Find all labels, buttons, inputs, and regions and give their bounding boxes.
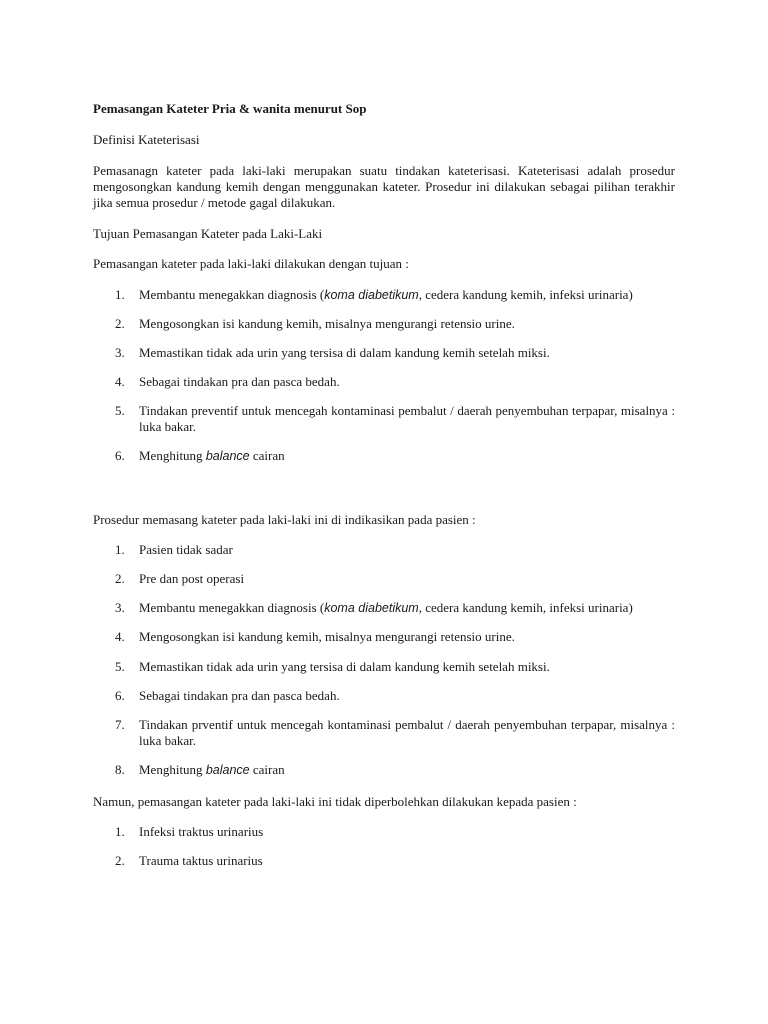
list-number: 2. bbox=[115, 316, 125, 331]
tujuan-intro: Pemasangan kateter pada laki-laki dilakukan dengan tujuan : bbox=[93, 256, 409, 271]
list-number: 7. bbox=[115, 717, 125, 732]
list-number: 2. bbox=[115, 571, 125, 586]
list-text: Pasien tidak sadar bbox=[139, 542, 233, 557]
list-text: Menghitung balance cairan bbox=[139, 448, 285, 463]
list-number: 6. bbox=[115, 448, 125, 463]
list-text: Mengosongkan isi kandung kemih, misalnya mengurangi retensio urine. bbox=[139, 629, 515, 644]
list-text: Sebagai tindakan pra dan pasca bedah. bbox=[139, 374, 340, 389]
list-number: 5. bbox=[115, 403, 125, 418]
kontra-intro: Namun, pemasangan kateter pada laki-laki ini tidak diperbolehkan dilakukan kepada pasien : bbox=[93, 794, 577, 809]
document-title: Pemasangan Kateter Pria & wanita menurut Sop bbox=[93, 101, 367, 116]
list-number: 1. bbox=[115, 542, 125, 557]
list-number: 4. bbox=[115, 374, 125, 389]
list-text: Mengosongkan isi kandung kemih, misalnya mengurangi retensio urine. bbox=[139, 316, 515, 331]
italic-term: koma diabetikum bbox=[324, 601, 419, 615]
list-number: 1. bbox=[115, 824, 125, 839]
list-number: 6. bbox=[115, 688, 125, 703]
list-number: 1. bbox=[115, 287, 125, 302]
italic-term: koma diabetikum bbox=[324, 288, 419, 302]
indikasi-intro: Prosedur memasang kateter pada laki-laki ini di indikasikan pada pasien : bbox=[93, 512, 476, 527]
list-text: Membantu menegakkan diagnosis (koma diabetikum, cedera kandung kemih, infeksi urinaria) bbox=[139, 600, 633, 615]
list-text: Tindakan preventif untuk mencegah kontaminasi pembalut / daerah penyembuhan terpapar, misalnya : luka bakar. bbox=[139, 403, 675, 434]
list-text: Menghitung balance cairan bbox=[139, 762, 285, 777]
list-text: Tindakan prventif untuk mencegah kontaminasi pembalut / daerah penyembuhan terpapar, misalnya : luka bakar. bbox=[139, 717, 675, 748]
list-number: 4. bbox=[115, 629, 125, 644]
italic-term: balance bbox=[205, 763, 250, 777]
list-text: Membantu menegakkan diagnosis (koma diabetikum, cedera kandung kemih, infeksi urinaria) bbox=[139, 287, 633, 302]
list-text: Sebagai tindakan pra dan pasca bedah. bbox=[139, 688, 340, 703]
italic-term: balance bbox=[205, 449, 250, 463]
list-text: Pre dan post operasi bbox=[139, 571, 245, 586]
list-number: 2. bbox=[115, 853, 125, 868]
list-number: 8. bbox=[115, 762, 125, 777]
list-text: Trauma taktus urinarius bbox=[139, 853, 263, 868]
list-text: Infeksi traktus urinarius bbox=[139, 824, 264, 839]
list-number: 5. bbox=[115, 659, 125, 674]
definisi-paragraph: Pemasanagn kateter pada laki-laki merupakan suatu tindakan kateterisasi. Kateterisasi adalah prosedur mengosongkan kandung kemih dengan menggunakan kateter. Prosedur ini dilakukan sebagai pilihan terakhir jika semua prosedur / metode gagal dilakukan. bbox=[93, 163, 675, 210]
definisi-heading: Definisi Kateterisasi bbox=[93, 132, 200, 147]
list-text: Memastikan tidak ada urin yang tersisa di dalam kandung kemih setelah miksi. bbox=[139, 659, 550, 674]
tujuan-heading: Tujuan Pemasangan Kateter pada Laki-Laki bbox=[93, 226, 323, 241]
list-number: 3. bbox=[115, 345, 125, 360]
list-number: 3. bbox=[115, 600, 125, 615]
list-text: Memastikan tidak ada urin yang tersisa di dalam kandung kemih setelah miksi. bbox=[139, 345, 550, 360]
